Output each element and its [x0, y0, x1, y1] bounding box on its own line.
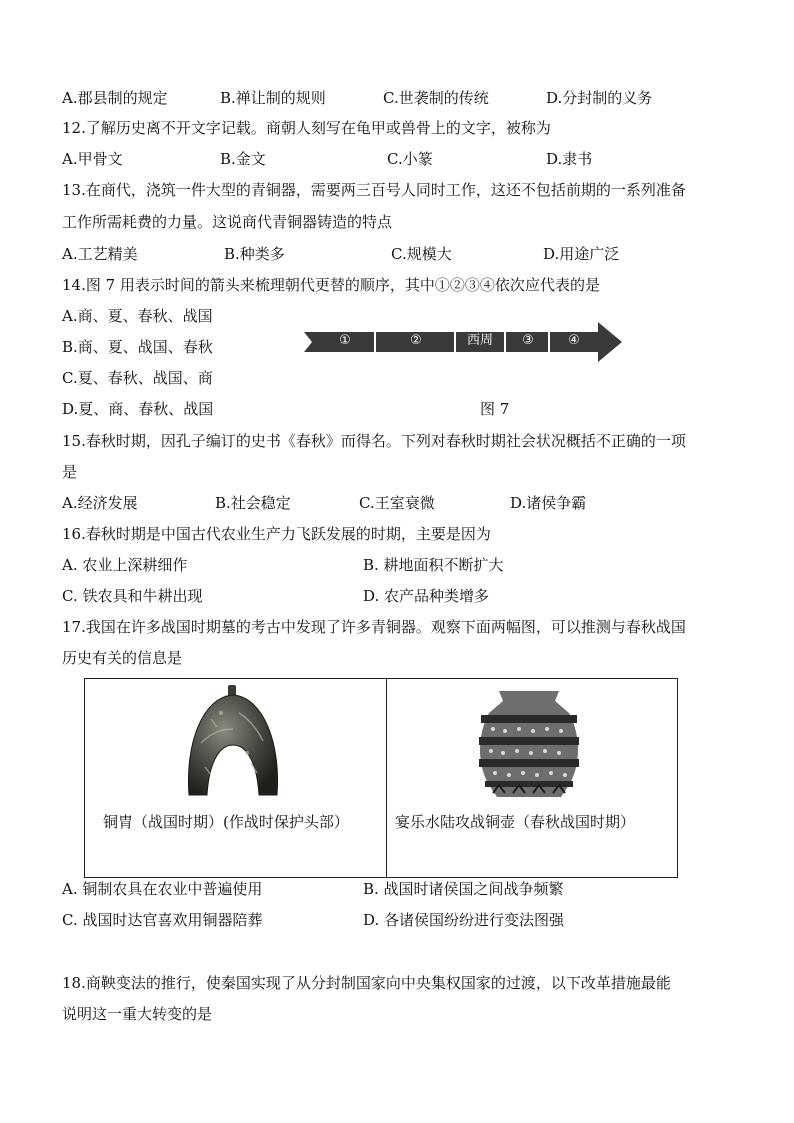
- q15-option-b: B.社会稳定: [215, 494, 291, 512]
- q13-stem-line1: 13.在商代，浇筑一件大型的青铜器，需要两三百号人同时工作，这还不包括前期的一系列准备: [62, 181, 686, 199]
- q12-option-d: D.隶书: [546, 150, 593, 168]
- q16-option-a: A. 农业上深耕细作: [62, 556, 188, 574]
- q11-option-d: D.分封制的义务: [546, 89, 653, 107]
- q16-option-d: D. 农产品种类增多: [363, 587, 490, 605]
- q14-option-b: B.商、夏、战国、春秋: [62, 338, 213, 356]
- q15-stem-line1: 15.春秋时期，因孔子编订的史书《春秋》而得名。下列对春秋时期社会状况概括不正确的一项: [62, 432, 686, 450]
- q17-stem-line1: 17.我国在许多战国时期墓的考古中发现了许多青铜器。观察下面两幅图，可以推测与春秋战国: [62, 618, 686, 636]
- q17-option-a: A. 铜制农具在农业中普遍使用: [62, 880, 263, 898]
- q15-stem-line2: 是: [62, 463, 78, 481]
- caption-helmet: 铜胄（战国时期）(作战时保护头部）: [103, 813, 349, 831]
- q11-option-a: A.郡县制的规定: [62, 89, 168, 107]
- q12-option-b: B.金文: [220, 150, 266, 168]
- q17-option-b: B. 战国时诸侯国之间战争频繁: [363, 880, 564, 898]
- arrow-label-4: ④: [568, 333, 580, 348]
- q14-option-c: C.夏、春秋、战国、商: [62, 369, 213, 387]
- q11-option-c: C.世袭制的传统: [383, 89, 489, 107]
- q13-option-d: D.用途广泛: [543, 245, 620, 263]
- arrow-label-xizhou: 西周: [466, 333, 493, 348]
- q13-stem-line2: 工作所需耗费的力量。这说商代青铜器铸造的特点: [62, 213, 393, 231]
- q14-option-a: A.商、夏、春秋、战国: [62, 307, 213, 325]
- q14-stem: 14.图 7 用表示时间的箭头来梳理朝代更替的顺序，其中①②③④依次应代表的是: [62, 276, 600, 294]
- bronze-pot-rubbing-image: [469, 685, 589, 801]
- figure-7-label: 图 7: [480, 400, 510, 418]
- q17-figure-table: [84, 678, 678, 878]
- table-divider: [386, 679, 387, 877]
- q13-option-a: A.工艺精美: [62, 245, 138, 263]
- q16-option-c: C. 铁农具和牛耕出现: [62, 587, 203, 605]
- q17-stem-line2: 历史有关的信息是: [62, 649, 183, 667]
- q11-option-b: B.禅让制的规则: [220, 89, 326, 107]
- q15-option-c: C.王室衰微: [359, 494, 435, 512]
- q13-option-b: B.种类多: [224, 245, 285, 263]
- q12-stem: 12.了解历史离不开文字记载。商朝人刻写在龟甲或兽骨上的文字，被称为: [62, 119, 551, 137]
- q15-option-d: D.诸侯争霸: [510, 494, 587, 512]
- q16-option-b: B. 耕地面积不断扩大: [363, 556, 504, 574]
- q17-option-d: D. 各诸侯国纷纷进行变法图强: [363, 911, 565, 929]
- q12-option-a: A.甲骨文: [62, 150, 123, 168]
- q15-option-a: A.经济发展: [62, 494, 138, 512]
- caption-bronze-pot: 宴乐水陆攻战铜壶（春秋战国时期）: [395, 813, 636, 831]
- q13-option-c: C.规模大: [391, 245, 452, 263]
- arrow-label-2: ②: [410, 333, 422, 348]
- q12-option-c: C.小篆: [387, 150, 433, 168]
- q17-option-c: C. 战国时达官喜欢用铜器陪葬: [62, 911, 263, 929]
- q18-stem-line2: 说明这一重大转变的是: [62, 1005, 213, 1023]
- q18-stem-line1: 18.商鞅变法的推行，使秦国实现了从分封制国家向中央集权国家的过渡，以下改革措施最能: [62, 974, 671, 992]
- bronze-helmet-image: [181, 683, 285, 801]
- arrow-label-3: ③: [522, 333, 534, 348]
- q14-option-d: D.夏、商、春秋、战国: [62, 400, 214, 418]
- q16-stem: 16.春秋时期是中国古代农业生产力飞跃发展的时期，主要是因为: [62, 525, 491, 543]
- arrow-label-1: ①: [339, 333, 351, 348]
